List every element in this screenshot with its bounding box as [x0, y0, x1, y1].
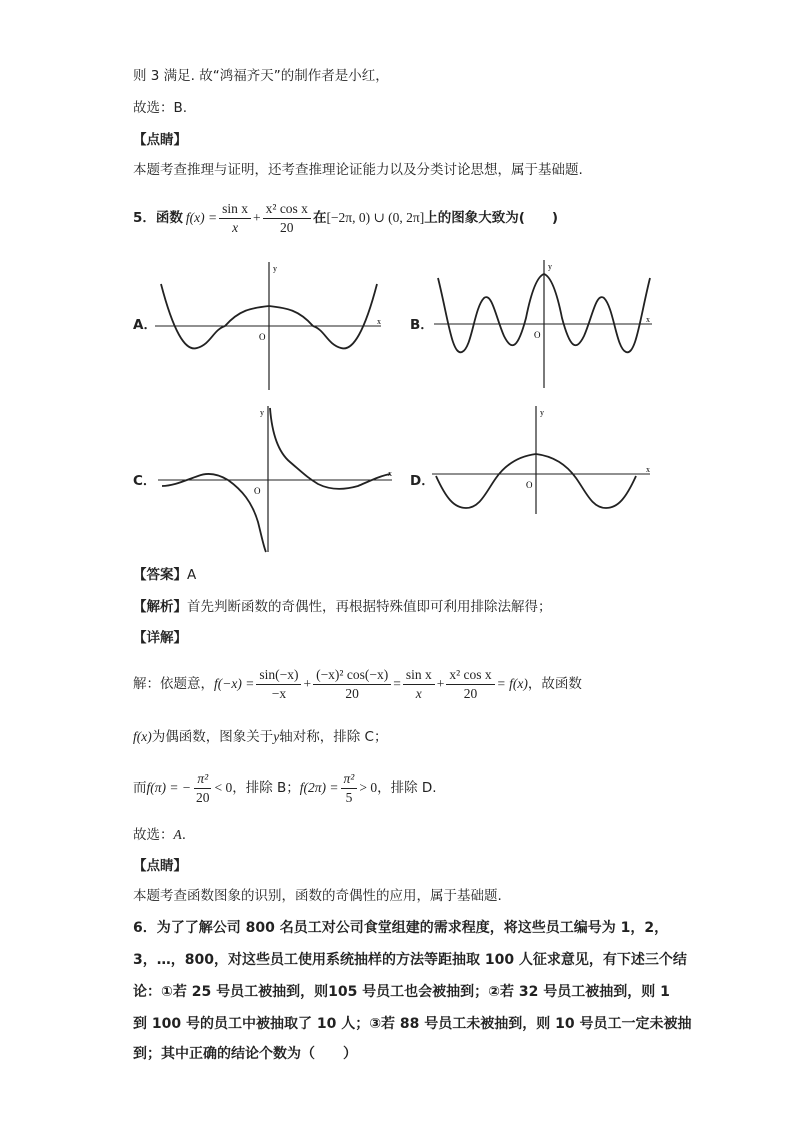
step1-frac4	[446, 666, 494, 703]
q6-line-2: 3，…，800，对这些员工使用系统抽样的方法等距抽取 100 人征求意见，有下述三个结	[133, 952, 687, 968]
step3-exclude-b: ，排除 B；	[232, 780, 300, 796]
option-a-label: A．	[133, 317, 157, 333]
step1-frac3-den: x	[415, 685, 422, 701]
q5-frac2-den: 20	[280, 219, 294, 235]
option-b-label: B．	[410, 317, 434, 333]
q5-number: 5．	[133, 210, 156, 226]
graph-c-y-label: y	[260, 408, 264, 417]
step1-plus2: +	[436, 676, 445, 691]
step1-fneg: f(−x) =	[214, 676, 255, 691]
graph-c-curve-right	[270, 408, 390, 489]
option-d-label: D．	[410, 473, 435, 489]
dianjing-text: 本题考查函数图象的识别，函数的奇偶性的应用，属于基础题.	[133, 888, 502, 904]
step3-frac2-den: 5	[345, 789, 353, 805]
step1-frac2	[313, 666, 391, 703]
pick-lead: 故选：	[133, 827, 174, 843]
pick-value: A	[173, 827, 182, 842]
step1-frac4-den: 20	[463, 685, 478, 701]
xiangjie-tag: 【详解】	[133, 630, 187, 646]
graph-a-y-label: y	[273, 264, 277, 273]
step1-frac3	[403, 666, 435, 703]
graph-c	[158, 404, 396, 554]
graph-c-origin: O	[254, 486, 261, 496]
step1-tail: ，故函数	[527, 676, 582, 692]
step3-gt0: > 0	[359, 780, 378, 795]
step1-frac3-num: sin x	[403, 666, 435, 685]
graph-d	[432, 404, 654, 516]
graph-a	[155, 260, 385, 392]
pick-line	[133, 825, 186, 845]
solution-step-3	[133, 768, 437, 808]
graph-b-origin: O	[534, 330, 541, 340]
step1-frac1	[256, 666, 301, 703]
dianjing-tag: 【点睛】	[133, 858, 187, 874]
q6-line-4: 到 100 号的员工中被抽取了 10 人；③若 88 号员工未被抽到，则 10 号员工一定未被抽	[133, 1016, 692, 1032]
graph-a-origin: O	[259, 332, 266, 342]
q6-line-5: 到；其中正确的结论个数为（ ）	[133, 1046, 357, 1062]
step1-result: = f(x)	[496, 676, 528, 691]
jiexi-line	[133, 597, 552, 617]
q5-domain: [−2π, 0) ∪ (0, 2π]	[326, 210, 425, 225]
q6-line-1: 6．为了了解公司 800 名员工对公司食堂组建的需求程度，将这些员工编号为 1，2，	[133, 920, 669, 936]
option-c-label: C．	[133, 473, 157, 489]
step3-lt0: < 0	[214, 780, 233, 795]
step3-frac1	[193, 770, 213, 807]
step2-fx: f(x)	[133, 729, 152, 744]
answer-line	[133, 565, 196, 585]
step3-frac2-num: π²	[341, 770, 358, 789]
q5-fx: f(x) =	[185, 210, 218, 225]
graph-a-x-label: x	[377, 317, 381, 326]
graph-b	[434, 258, 656, 390]
jiexi-tag: 【解析】	[133, 599, 187, 615]
graph-b-y-label: y	[548, 262, 552, 271]
prev-conclusion-line: 则 3 满足. 故“鸿福齐天”的制作者是小红，	[133, 68, 389, 84]
graph-d-origin: O	[526, 480, 533, 490]
step1-frac1-den: −x	[271, 685, 287, 701]
step3-frac1-den: 20	[195, 789, 210, 805]
q5-frac1	[219, 200, 251, 237]
pick-end: .	[181, 827, 187, 843]
q6-line-3: 论：①若 25 号员工被抽到，则105 号员工也会被抽到；②若 32 号员工被抽到，则 1	[133, 984, 670, 1000]
step3-fpi: f(π) = −	[146, 780, 191, 795]
step3-exclude-d: ，排除 D.	[377, 780, 437, 796]
q5-frac2-num: x² cos x	[263, 200, 311, 219]
step1-frac2-num: (−x)² cos(−x)	[313, 666, 391, 685]
step1-frac4-num: x² cos x	[446, 666, 494, 685]
jiexi-text: 首先判断函数的奇偶性，再根据特殊值即可利用排除法解得；	[187, 599, 552, 615]
answer-tag: 【答案】	[133, 567, 187, 583]
q5-tail: 上的图象大致为( )	[424, 210, 559, 226]
graph-d-y-label: y	[540, 408, 544, 417]
step1-plus: +	[303, 676, 312, 691]
q5-stem	[133, 198, 558, 238]
step3-frac1-num: π²	[194, 770, 211, 789]
step1-eq: =	[393, 676, 401, 691]
q5-frac1-num: sin x	[219, 200, 251, 219]
step2-tail: 轴对称，排除 C；	[279, 729, 388, 745]
q5-frac1-den: x	[232, 219, 239, 235]
q5-lead: 函数	[155, 210, 183, 226]
graph-c-x-label: x	[388, 469, 392, 478]
graph-d-x-label: x	[646, 465, 650, 474]
step3-frac2	[341, 770, 358, 807]
step2-y: y	[273, 729, 280, 744]
step3-lead: 而	[133, 780, 147, 796]
prev-dianjing-text: 本题考查推理与证明，还考查推理论证能力以及分类讨论思想，属于基础题.	[133, 162, 583, 178]
prev-dianjing-tag: 【点睛】	[133, 132, 187, 148]
q5-zai: 在	[312, 210, 327, 226]
step3-f2pi: f(2π) =	[299, 780, 339, 795]
prev-pick-line: 故选：B.	[133, 100, 188, 116]
q5-frac2	[263, 200, 311, 237]
answer-value: A	[187, 567, 197, 583]
graph-c-curve-left	[162, 474, 266, 552]
solution-step-1	[133, 664, 582, 704]
step1-lead: 解：依题意，	[133, 676, 214, 692]
graph-b-x-label: x	[646, 315, 650, 324]
step2-text: 为偶函数，图象关于	[151, 729, 274, 745]
step1-frac2-den: 20	[345, 685, 359, 701]
solution-step-2	[133, 727, 387, 747]
q5-plus: +	[253, 210, 261, 225]
step1-frac1-num: sin(−x)	[256, 666, 301, 685]
